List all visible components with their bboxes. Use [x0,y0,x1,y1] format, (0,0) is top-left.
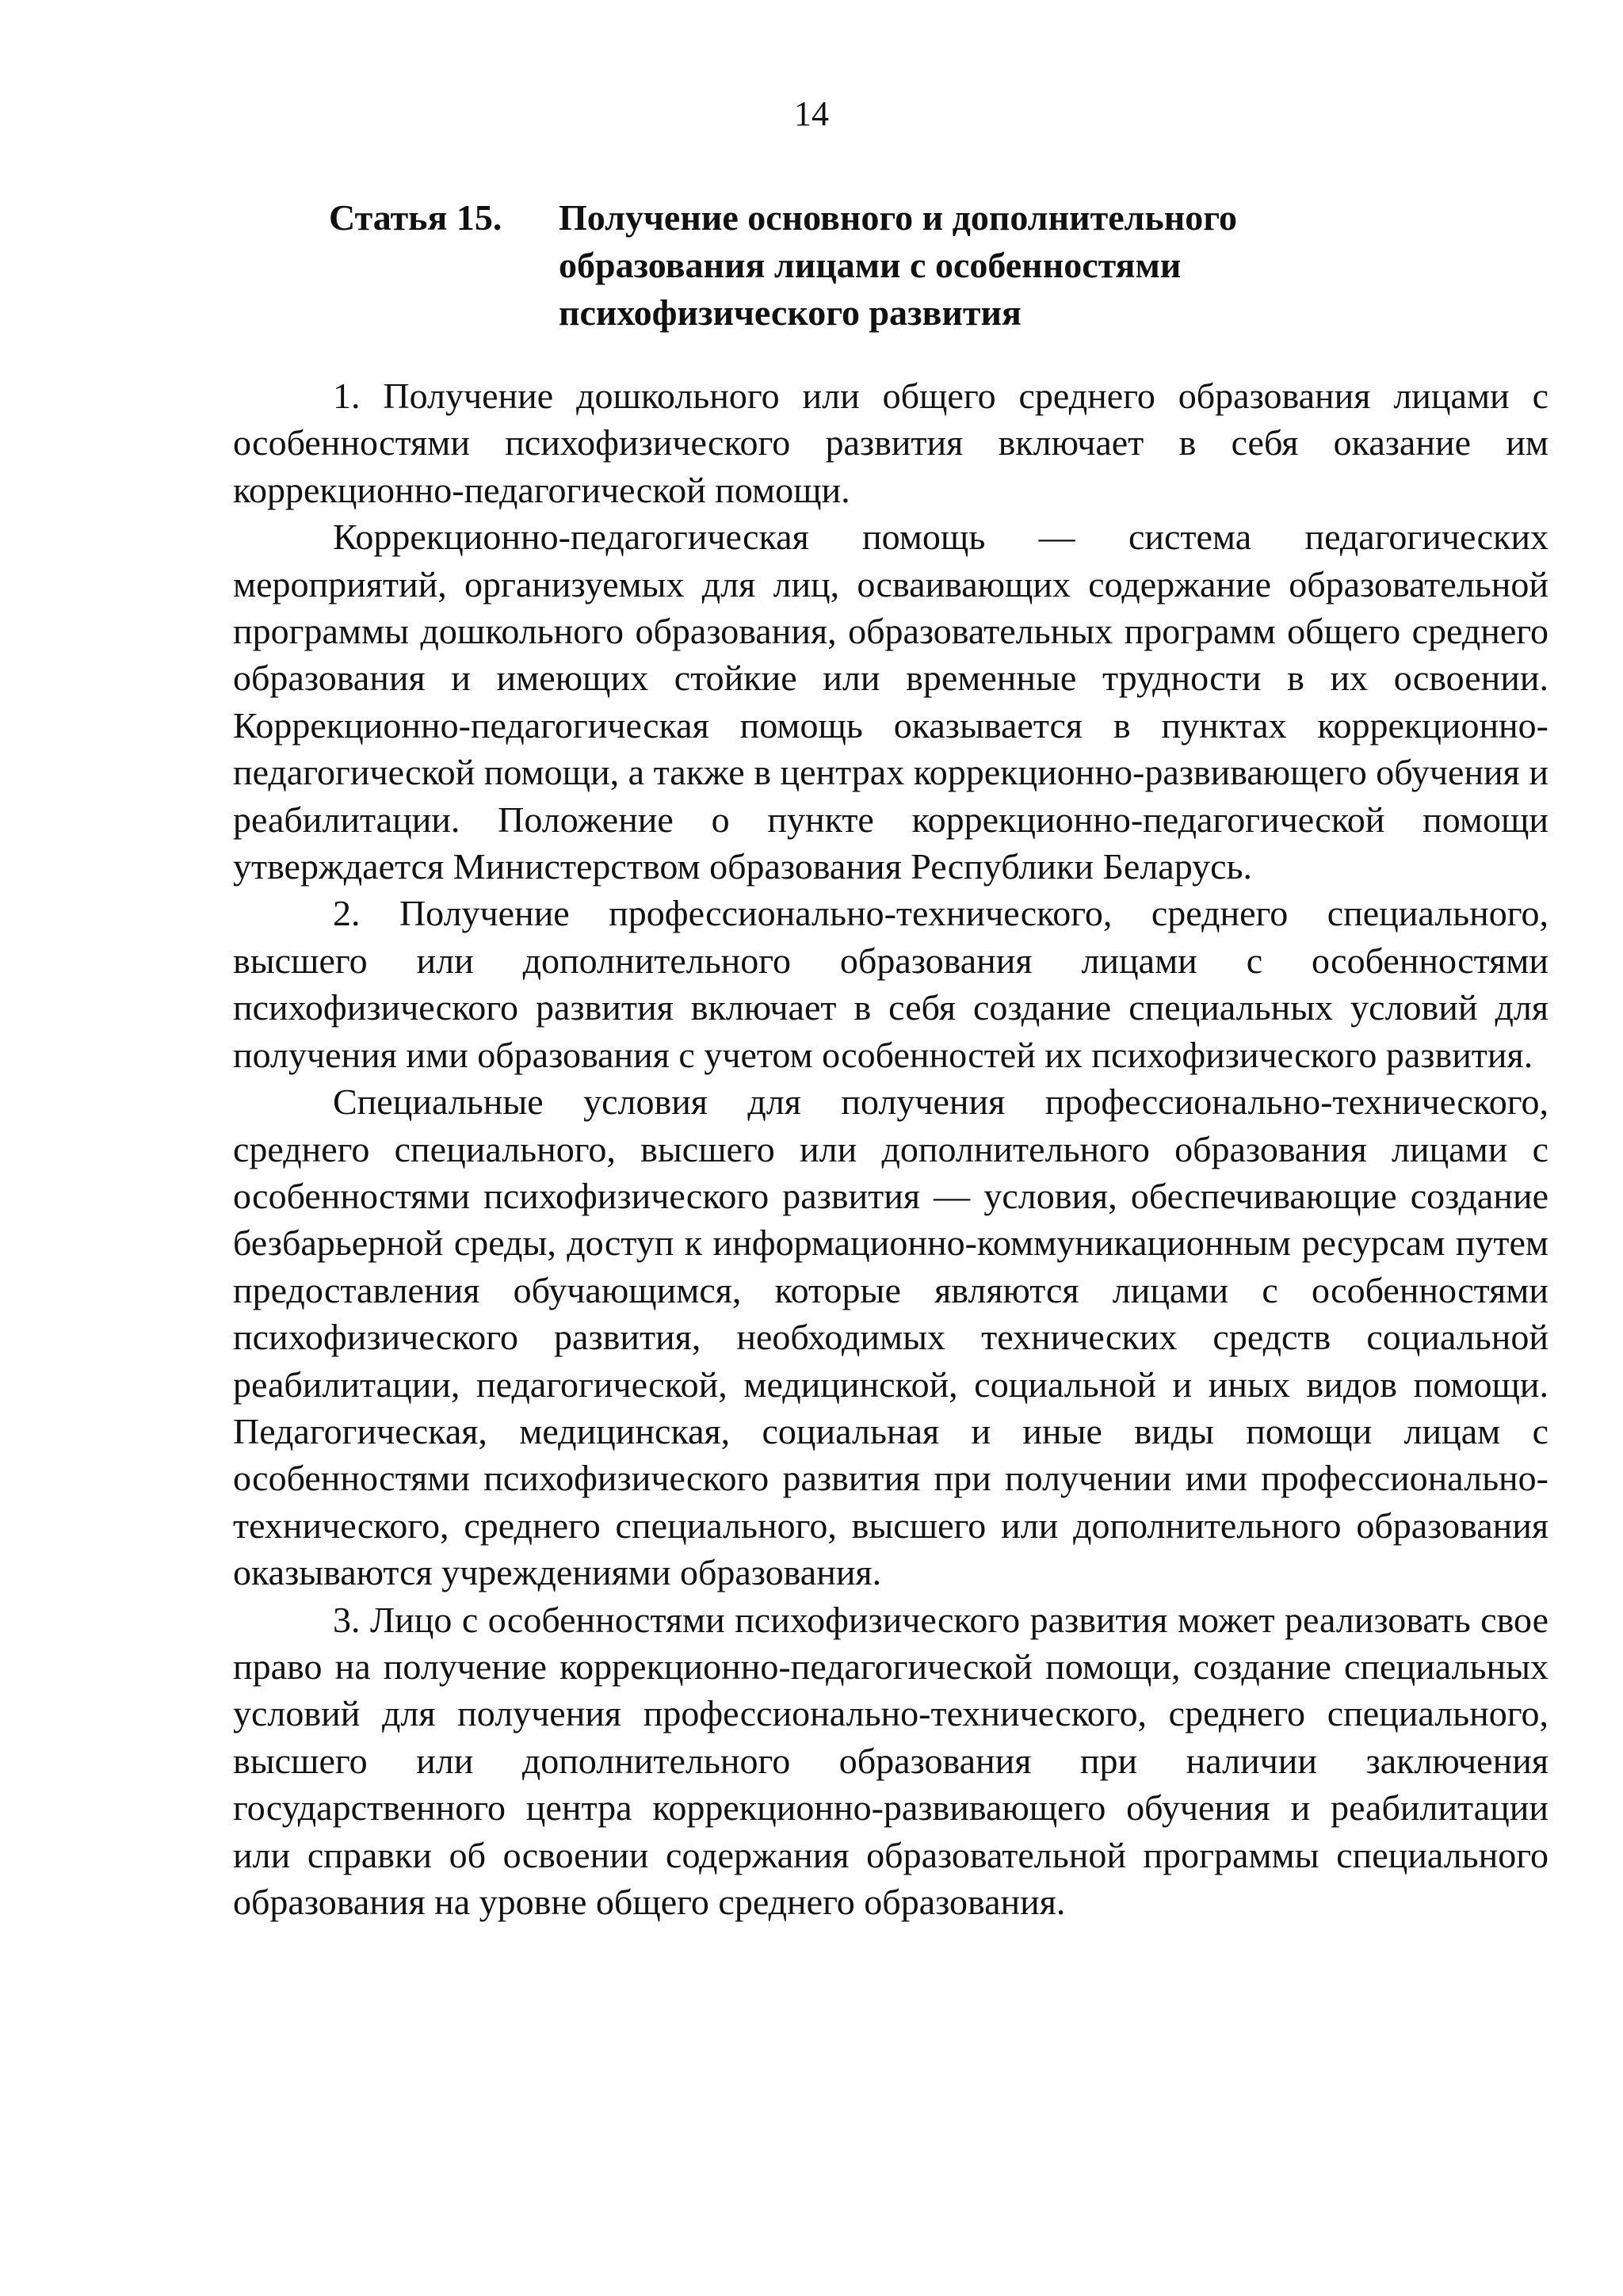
article-title: Получение основного и дополнительного образования лицами с особенностями психофизического развития [559,197,1238,333]
paragraph-2: Коррекционно-педагогическая помощь — система педагогических мероприятий, организуемых для лиц, осваивающих содержание образовательной программы дошкольного образования, образовательных программ общего среднего образования и имеющих стойкие или временные трудности в их освоении. Коррекционно-педагогическая помощь оказывается в пунктах коррекционно-педагогической помощи, а также в центрах коррекционно-развивающего обучения и реабилитации. Положение о пункте коррекционно-педагогической помощи утверждается Министерством образования Республики Беларусь. [233,517,1549,887]
page-number: 14 [794,94,829,133]
paragraph-1: 1. Получение дошкольного или общего среднего образования лицами с особенностями психофизического развития включает в себя оказание им коррекционно-педагогической помощи. [233,376,1549,510]
paragraph-5: 3. Лицо с особенностями психофизического развития может реализовать свое право на получение коррекционно-педагогической помощи, создание специальных условий для получения профессионально-технического, среднего специального, высшего или дополнительного образования при наличии заключения государственного центра коррекционно-развивающего обучения и реабилитации или справки об освоении содержания образовательной программы специального образования на уровне общего среднего образования. [233,1599,1549,1922]
paragraph-4: Специальные условия для получения профессионально-технического, среднего специального, высшего или дополнительного образования лицами с особенностями психофизического развития — условия, обеспечивающие создание безбарьерной среды, доступ к информационно-коммуникационным ресурсам путем предоставления обучающимся, которые являются лицами с особенностями психофизического развития, необходимых технических средств социальной реабилитации, педагогической, медицинской, социальной и иных видов помощи. Педагогическая, медицинская, социальная и иные виды помощи лицам с особенностями психофизического развития при получении ими профессионально-технического, среднего специального, высшего или дополнительного образования оказываются учреждениями образования. [233,1081,1549,1593]
article-body [233,372,1549,1925]
article-label: Статья 15. [329,197,502,238]
paragraph-3: 2. Получение профессионально-технического, среднего специального, высшего или дополнительного образования лицами с особенностями психофизического развития включает в себя создание специальных условий для получения ими образования с учетом особенностей их психофизического развития. [233,893,1549,1075]
